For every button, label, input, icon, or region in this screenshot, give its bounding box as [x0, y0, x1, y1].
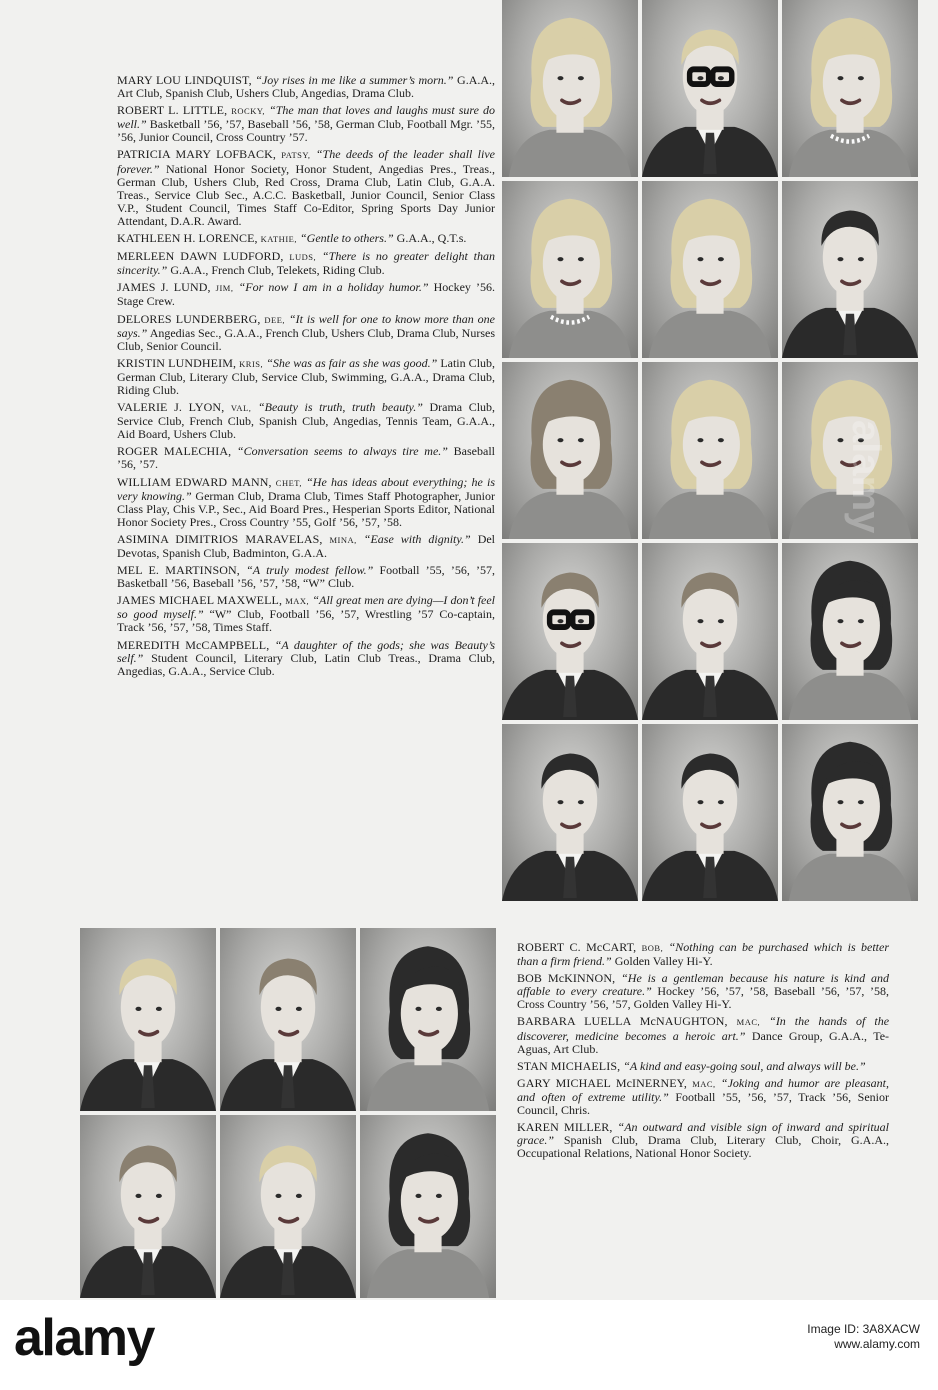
student-name: KATHLEEN H. LORENCE, [117, 231, 258, 246]
senior-quote: “A daughter of the gods; she was Beauty’s self.” [117, 637, 496, 665]
biography-entry [117, 639, 495, 678]
student-name: ROBERT L. LITTLE, [117, 103, 228, 118]
student-nickname: PATSY, [281, 150, 311, 161]
student-nickname: ROCKY, [231, 106, 266, 117]
senior-quote: “For now I am in a holiday humor.” [238, 280, 429, 295]
activities-list: Baseball ’56, ’57. [117, 444, 495, 472]
student-portrait [360, 928, 496, 1111]
activities-list: Drama Club, Service Club, French Club, Spanish Club, Angedias, Tennis Team, G.A.A., Aid Board, Ushers Club. [117, 400, 496, 442]
biography-entry [117, 74, 495, 100]
biography-entry [517, 1121, 889, 1160]
senior-quote: “In the hands of the discoverer, medicine becomes a heroic art.” [517, 1014, 890, 1043]
student-portrait [502, 724, 638, 901]
alamy-logo: alamy [14, 1309, 154, 1367]
senior-quote: “All great men are dying—I don’t feel so good myself.” [117, 593, 496, 622]
biography-entry [117, 594, 495, 634]
biography-entry [517, 1015, 889, 1055]
biography-entry [117, 232, 495, 246]
student-name: ASIMINA DIMITRIOS MARAVELAS, [117, 531, 323, 546]
student-portrait [220, 928, 356, 1111]
student-name: JAMES J. LUND, [117, 280, 211, 295]
student-name: ROGER MALECHIA, [117, 444, 232, 459]
student-name: PATRICIA MARY LOFBACK, [117, 147, 276, 162]
image-id-label: Image ID: 3A8XACW [807, 1322, 920, 1336]
activities-list: Latin Club, German Club, Literary Club, Service Club, Swimming, G.A.A., Drama Club, Riding Club. [117, 355, 496, 397]
activities-list: Del Devotas, Spanish Club, Badminton, G.A.A. [117, 531, 496, 560]
student-name: JAMES MICHAEL MAXWELL, [117, 593, 283, 608]
senior-quote: “An outward and visible sign of inward and spiritual grace.” [517, 1120, 890, 1148]
activities-list: Student Council, Literary Club, Latin Club Treas., Drama Club, Angedias, G.A.A., Service Club. [117, 650, 496, 678]
student-portrait [502, 0, 638, 177]
left-biography-column [117, 74, 495, 682]
biography-entry [117, 445, 495, 471]
student-portrait [782, 724, 918, 901]
student-portrait [502, 181, 638, 358]
senior-quote: “A truly modest fellow.” [246, 563, 374, 578]
student-nickname: DEE, [264, 314, 286, 325]
student-name: MEL E. MARTINSON, [117, 563, 240, 578]
student-name: KRISTIN LUNDHEIM, [117, 355, 237, 370]
activities-list: Football ’55, ’56, ’57, Track ’56, Senior Council, Chris. [517, 1089, 889, 1118]
student-name: ROBERT C. McCART, [517, 940, 637, 954]
senior-quote: “The man that loves and laughs must sure do well.” [117, 103, 495, 132]
biography-entry [117, 250, 495, 277]
senior-quote: “Conversation seems to always tire me.” [236, 444, 448, 459]
student-portrait [80, 928, 216, 1111]
student-nickname: CHET, [275, 477, 302, 488]
senior-quote: “Joking and humor are pleasant, and often of extreme utility.” [517, 1075, 889, 1104]
student-portrait [502, 543, 638, 720]
student-portrait [642, 543, 778, 720]
senior-quote: “The deeds of the leader shall live forever.” [117, 147, 496, 176]
activities-list: G.A.A., French Club, Telekets, Riding Club. [170, 263, 385, 278]
student-portrait [642, 362, 778, 539]
senior-quote: “Beauty is truth, truth beauty.” [257, 400, 423, 415]
student-nickname: MAC, [736, 1017, 761, 1028]
site-url: www.alamy.com [834, 1337, 920, 1351]
senior-quote: “She was as fair as she was good.” [266, 355, 438, 370]
student-portrait [502, 362, 638, 539]
activities-list: National Honor Society, Honor Student, Angedias Pres., Treas., German Club, Ushers Club, Red Cross, Drama Club, Latin Club, G.A.A. Treas., Service Club Sec., A.C.C. Basketball, Junior Council, Senior Class V.P., Student Council, Times Staff Co-Editor, Spring Sports Day Junior Attendant, D.A.R. Award. [117, 161, 495, 228]
senior-quote: “He has ideas about everything; he is very knowing.” [117, 474, 496, 503]
senior-quote: “A kind and easy-going soul, and always will be.” [623, 1058, 866, 1073]
student-name: GARY MICHAEL McINERNEY, [517, 1075, 687, 1090]
activities-list: Golden Valley Hi-Y. [614, 954, 713, 969]
senior-quote: “Nothing can be purchased which is better than a firm friend.” [517, 940, 890, 969]
activities-list: “W” Club, Football ’56, ’57, Wrestling ’57 Co-captain, Track ’56, ’57, ’58, Times Staff. [117, 607, 496, 635]
biography-entry [517, 941, 889, 968]
student-name: DELORES LUNDERBERG, [117, 311, 261, 326]
student-portrait [642, 181, 778, 358]
biography-entry [117, 476, 495, 529]
activities-list: Dance Group, G.A.A., Te-Aguas, Art Club. [517, 1028, 890, 1056]
student-portrait [782, 543, 918, 720]
student-nickname: MAX, [285, 596, 310, 607]
student-nickname: LUDS, [289, 252, 317, 263]
student-nickname: JIM, [215, 283, 234, 294]
student-name: WILLIAM EDWARD MANN, [117, 474, 272, 489]
student-portrait [782, 181, 918, 358]
biography-entry [117, 533, 495, 560]
biography-entry [517, 972, 889, 1011]
student-nickname: BOB, [641, 943, 664, 953]
senior-quote: “There is no greater delight than sincerity.” [117, 249, 495, 278]
activities-list: German Club, Drama Club, Times Staff Photographer, Junior Class Play, Chis V.P., Sec., Aid Board Pres., Hesperian Sports Editor, National Honor Society Pres., Cross Country ’55, Golf ’56, ’57, ’58. [117, 488, 496, 529]
activities-list: G.A.A., Q.T.s. [396, 231, 467, 246]
biography-entry [517, 1060, 889, 1073]
senior-quote: “Ease with dignity.” [363, 531, 471, 546]
activities-list: Hockey ’56. Stage Crew. [117, 280, 496, 309]
activities-list: Football ’55, ’56, ’57, Basketball ’56, Baseball ’56, ’57, ’58, “W” Club. [117, 563, 496, 591]
student-portrait [360, 1115, 496, 1298]
senior-quote: “It is well for one to know more than one says.” [117, 311, 495, 340]
biography-entry [517, 1077, 889, 1117]
student-name: MEREDITH McCAMPBELL, [117, 637, 270, 652]
senior-quote: “Joy rises in me like a summer’s morn.” [255, 73, 454, 87]
biography-entry [117, 148, 495, 228]
stock-image-info [807, 1322, 920, 1352]
student-name: KAREN MILLER, [517, 1120, 613, 1135]
biography-entry [117, 104, 495, 144]
activities-list: Spanish Club, Drama Club, Literary Club, Choir, G.A.A., Occupational Relations, National Honor Society. [517, 1133, 889, 1161]
student-name: STAN MICHAELIS, [517, 1058, 621, 1073]
student-portrait [220, 1115, 356, 1298]
student-nickname: VAL, [230, 403, 252, 414]
student-nickname: MINA, [329, 534, 357, 545]
student-name: MERLEEN DAWN LUDFORD, [117, 249, 284, 264]
student-name: BARBARA LUELLA McNAUGHTON, [517, 1014, 728, 1029]
biography-entry [117, 281, 495, 308]
student-portrait [642, 0, 778, 177]
student-portrait [642, 724, 778, 901]
biography-entry [117, 357, 495, 397]
student-name: BOB McKINNON, [517, 971, 616, 986]
senior-quote: “He is a gentleman because his nature is kind and affable to every creature.” [517, 971, 890, 999]
student-name: VALERIE J. LYON, [117, 400, 225, 415]
student-nickname: KATHIE, [260, 234, 297, 245]
activities-list: Hockey ’56, ’57, ’58, Baseball ’56, ’57, ’58, Cross Country ’56, ’57, Golden Valley Hi-Y. [517, 984, 889, 1012]
biography-entry [117, 564, 495, 590]
activities-list: Angedias Sec., G.A.A., French Club, Ushers Club, Drama Club, Nurses Club, Senior Council. [117, 325, 495, 353]
student-name: MARY LOU LINDQUIST, [117, 73, 252, 87]
side-watermark: alamy [844, 420, 888, 534]
senior-quote: “Gentle to others.” [299, 231, 394, 246]
activities-list: Basketball ’56, ’57, Baseball ’56, ’58, German Club, Football Mgr. ’55, ’56, Junior Council, Cross Country ’57. [117, 117, 496, 145]
activities-list: G.A.A., Art Club, Spanish Club, Ushers Club, Angedias, Drama Club. [117, 73, 496, 101]
biography-entry [117, 401, 495, 441]
student-portrait [80, 1115, 216, 1298]
student-portrait [782, 0, 918, 177]
student-nickname: KRIS, [239, 358, 264, 369]
right-biography-column [517, 941, 889, 1164]
biography-entry [117, 313, 495, 353]
student-nickname: MAC, [692, 1078, 716, 1089]
